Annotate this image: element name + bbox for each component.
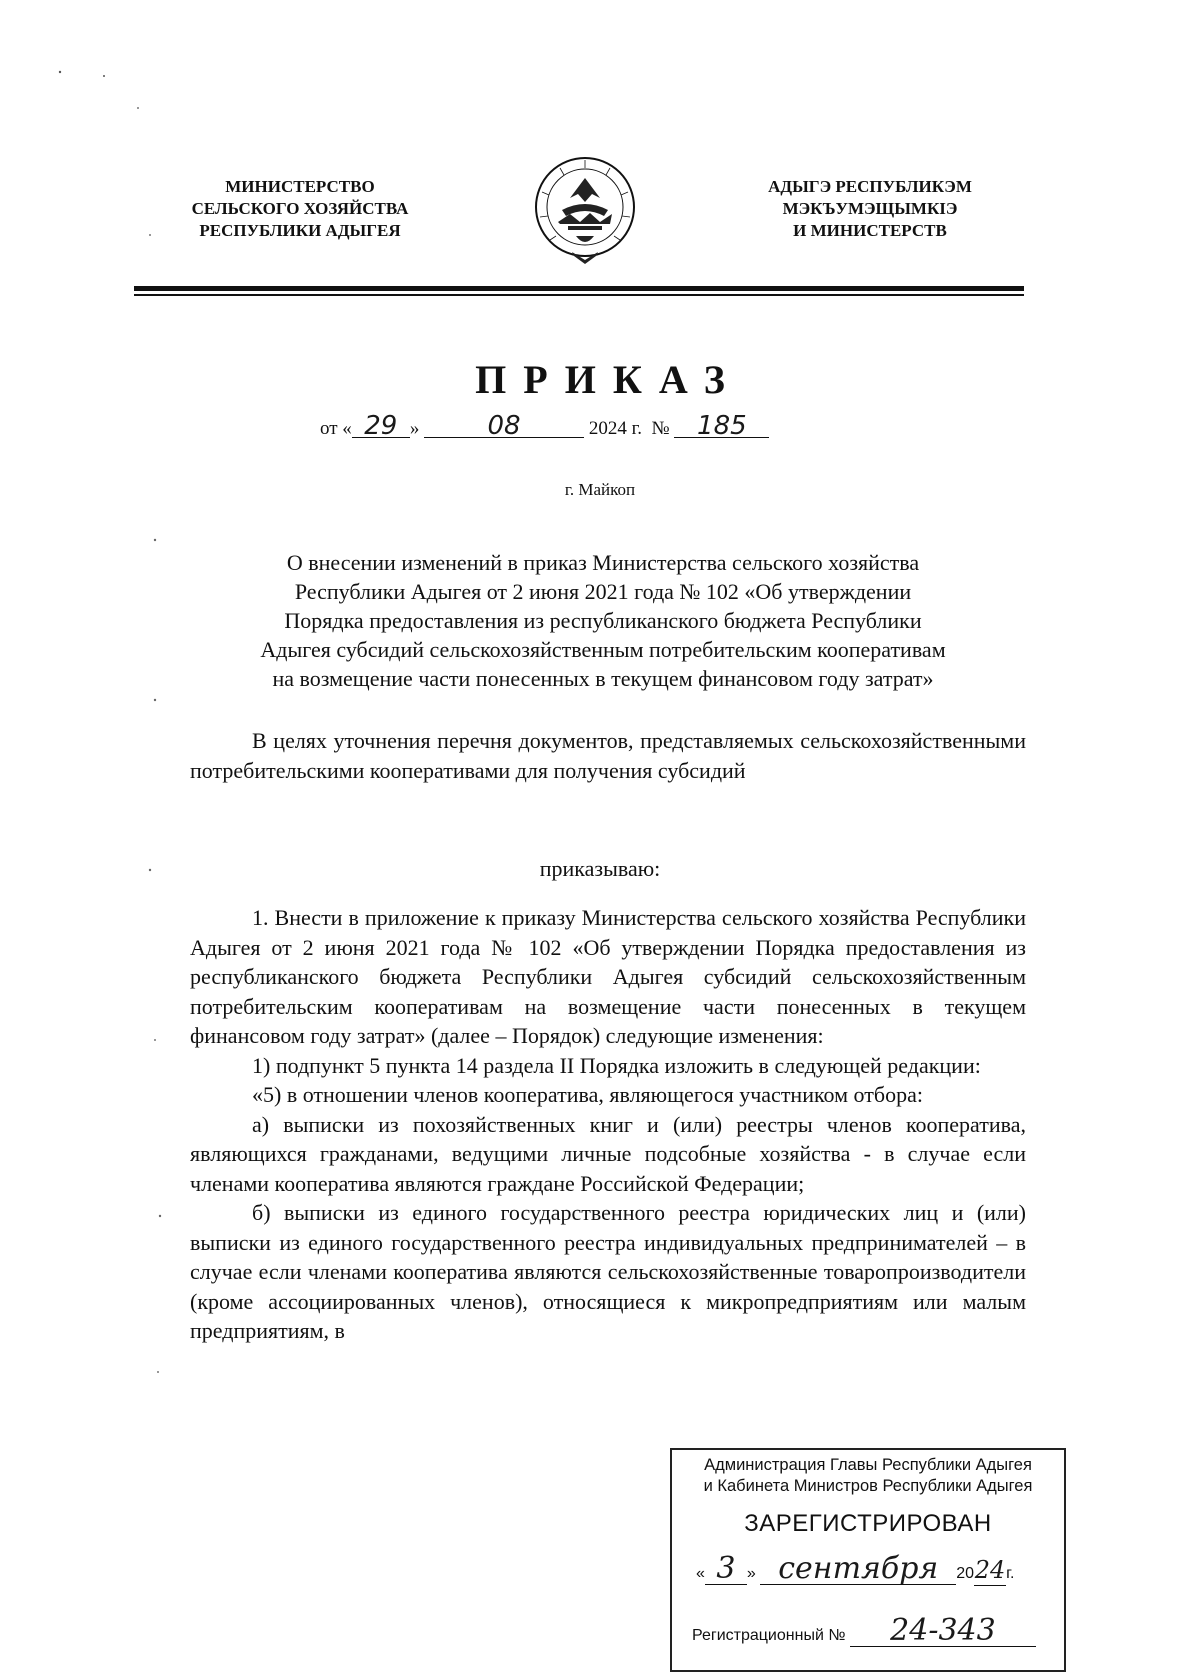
document-title: ПРИКАЗ: [475, 357, 742, 402]
stamp-year-unit: г.: [1006, 1565, 1015, 1582]
ministry-name-russian: [160, 176, 440, 242]
preamble-text: В целях уточнения перечня документов, представляемых сельскохозяйственными потребительскими кооперативами для получения субсидий: [190, 728, 1026, 783]
date-prefix: от «: [320, 418, 352, 439]
subject-line: Порядка предоставления из республиканского бюджета Республики: [284, 608, 922, 633]
stamp-authority-line: Администрация Главы Республики Адыгея: [704, 1456, 1032, 1474]
paragraph: 1) подпункт 5 пункта 14 раздела II Порядка изложить в следующей редакции:: [252, 1052, 981, 1078]
header-divider: [134, 286, 1024, 291]
ministry-name-line: АДЫГЭ РЕСПУБЛИКЭМ: [768, 177, 972, 196]
subject-line: Республики Адыгея от 2 июня 2021 года № 102 «Об утверждении: [294, 579, 912, 604]
order-number-label: №: [651, 418, 670, 439]
header-divider-thin: [134, 294, 1024, 296]
city: г. Майкоп: [564, 480, 636, 499]
ministry-name-adyghe: [730, 176, 1010, 242]
ministry-name-line: СЕЛЬСКОГО ХОЗЯЙСТВА: [191, 199, 409, 218]
subject-line: на возмещение части понесенных в текущем финансовом году затрат»: [272, 666, 934, 691]
stamp-year-prefix: 20: [956, 1565, 975, 1582]
coat-of-arms-emblem: [530, 152, 640, 270]
stamp-regno-value: 24-343: [850, 1616, 1036, 1647]
stamp-regno-label: Регистрационный №: [692, 1627, 846, 1644]
stamp-year-suffix: 24: [974, 1556, 1006, 1584]
order-dateline: [320, 411, 880, 441]
order-day: 29: [352, 415, 410, 438]
order-subject: [188, 548, 1018, 693]
ministry-name-line: РЕСПУБЛИКИ АДЫГЕЯ: [199, 221, 401, 240]
paragraph: 1. Внести в приложение к приказу Министерства сельского хозяйства Республики Адыгея от 2 июня 2021 года № 102 «Об утверждении Порядка предоставления из республиканского бюджета Республики Адыгея субсидий сельскохозяйственным потребительским кооперативам на возмещение части понесенных в текущем финансовом году затрат» (далее – Порядок) следующие изменения:: [190, 905, 1026, 1048]
subject-line: Адыгея субсидий сельскохозяйственным потребительским кооперативам: [260, 637, 946, 662]
order-word: приказываю:: [539, 856, 661, 881]
ministry-name-line: МИНИСТЕРСТВО: [225, 177, 375, 196]
subject-line: О внесении изменений в приказ Министерства сельского хозяйства: [286, 550, 920, 575]
preamble: [190, 726, 1026, 785]
stamp-month: сентября: [760, 1554, 956, 1585]
registration-stamp: [670, 1448, 1066, 1672]
stamp-registered-label: ЗАРЕГИСТРИРОВАН: [744, 1510, 992, 1537]
stamp-date-open: «: [696, 1565, 705, 1582]
order-year: 2024 г.: [588, 418, 642, 439]
stamp-day: 3: [705, 1554, 747, 1585]
scan-speckles: [0, 0, 200, 1678]
paragraph: «5) в отношении членов кооператива, являющегося участником отбора:: [252, 1082, 923, 1107]
paragraph: а) выписки из похозяйственных книг и (или) реестры членов кооператива, являющихся гражданами, ведущими личные подсобные хозяйства - в случае если членами кооператива являются граждане Российской Федерации;: [190, 1111, 1026, 1196]
order-month: 08: [424, 415, 584, 438]
ministry-name-line: МЭКЪУМЭЩЫМКIЭ: [782, 199, 958, 218]
ministry-name-line: И МИНИСТЕРСТВ: [793, 221, 947, 240]
order-number: 185: [674, 415, 769, 438]
stamp-date: [696, 1551, 1056, 1586]
date-sep: »: [409, 418, 420, 439]
stamp-date-close: »: [746, 1565, 756, 1582]
stamp-registration-number: [692, 1613, 1052, 1648]
stamp-authority-line: и Кабинета Министров Республики Адыгея: [703, 1477, 1033, 1495]
order-body: [190, 903, 1026, 1346]
paragraph: б) выписки из единого государственного реестра юридических лиц и (или) выписки из единого государственного реестра индивидуальных предпринимателей – в случае если членами кооператива являются сельскохозяйственные товаропроизводители (кроме ассоциированных членов), относящиеся к микропредприятиям или малым предприятиям, в: [190, 1200, 1026, 1343]
